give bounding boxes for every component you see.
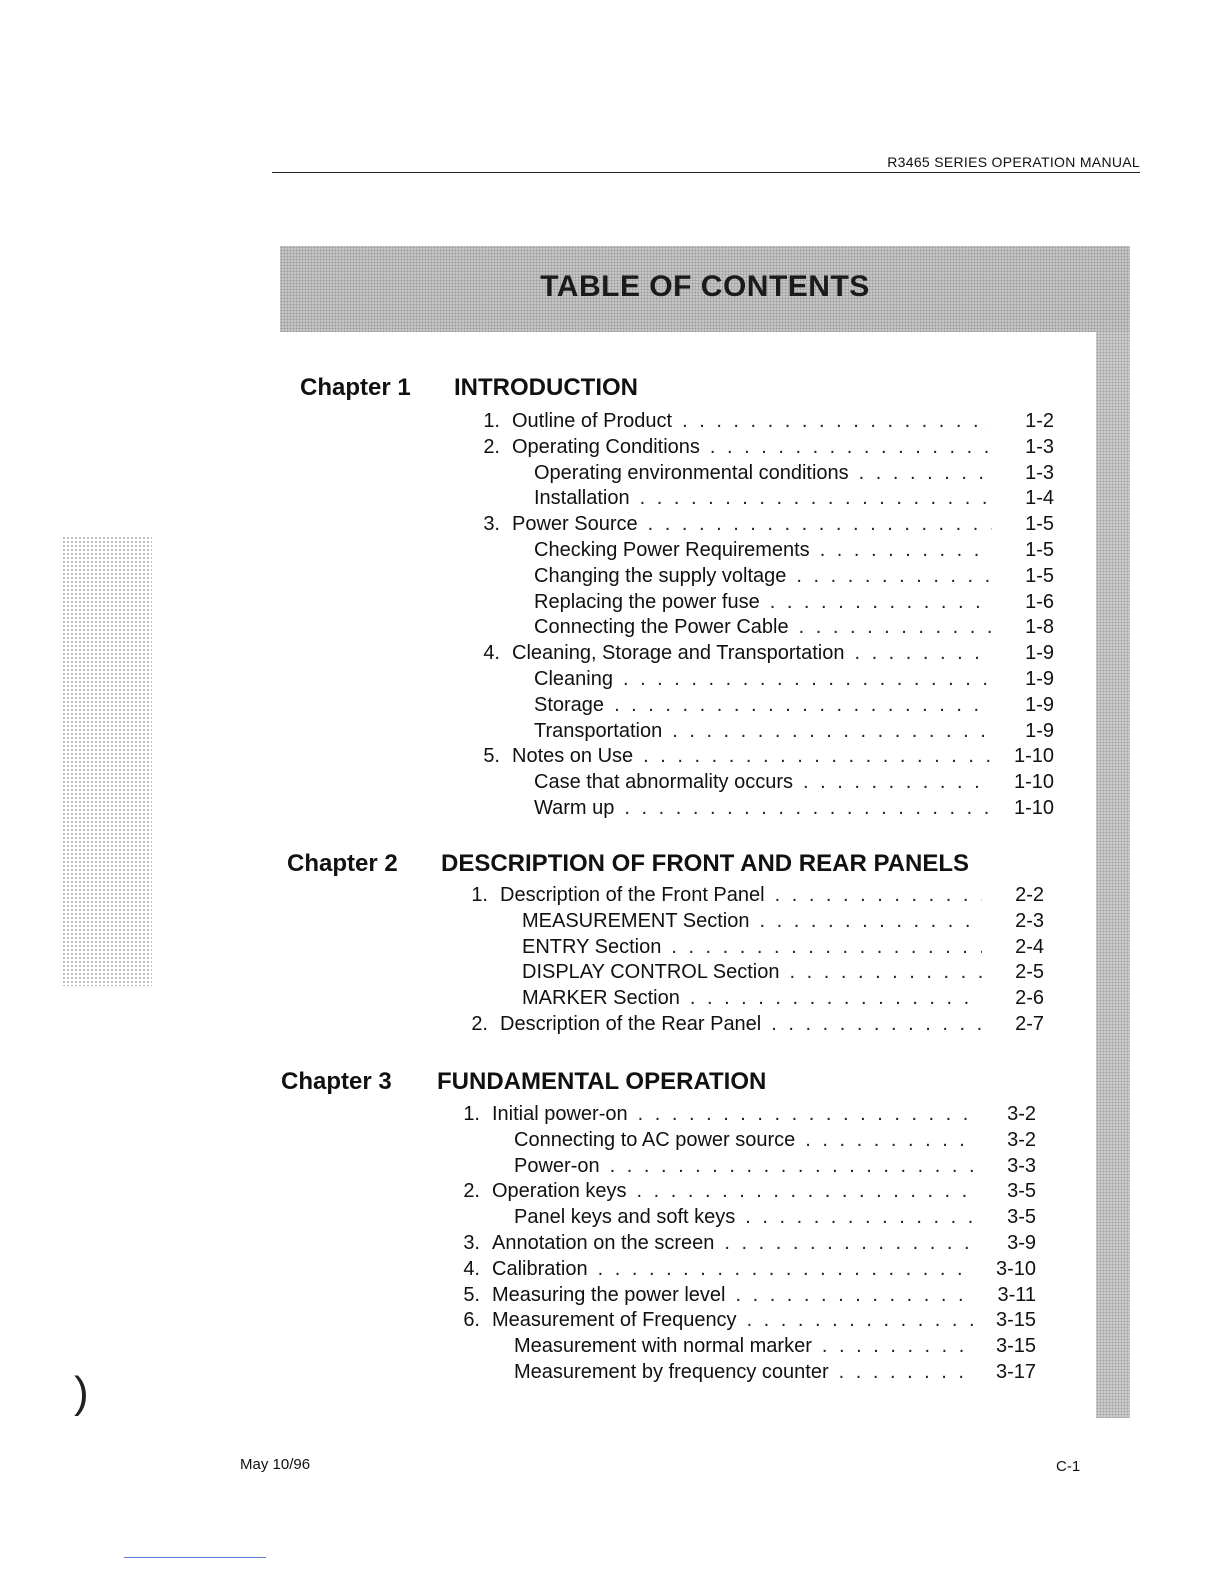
- entry-page-number: 2-3: [1015, 909, 1044, 932]
- entry-page-number: 2-7: [1015, 1013, 1044, 1035]
- entry-label: Connecting to AC power source: [514, 1128, 796, 1151]
- entry-label: Cleaning, Storage and Transportation: [512, 642, 845, 665]
- entry-label: Outline of Product: [512, 410, 673, 432]
- entry-number: 5.: [463, 1283, 480, 1306]
- page-title: TABLE OF CONTENTS: [540, 270, 870, 303]
- entry-page-number: 2-6: [1015, 987, 1044, 1010]
- toc-entry: [472, 410, 1054, 436]
- toc-entry: [452, 1258, 1036, 1284]
- dot-leader: [624, 797, 992, 820]
- entry-label: Calibration: [492, 1257, 588, 1280]
- dot-leader: [710, 436, 992, 459]
- entry-page-number: 1-5: [1025, 513, 1054, 536]
- dot-leader: [775, 884, 982, 907]
- toc-entry: [452, 1309, 1036, 1335]
- toc-entry: [482, 936, 1044, 962]
- entry-label: Notes on Use: [512, 745, 634, 768]
- toc-entry: [452, 1103, 1036, 1129]
- toc-entry: [482, 910, 1044, 936]
- entry-page-number: 1-9: [1025, 719, 1054, 742]
- entry-number: 3.: [463, 1232, 480, 1254]
- entry-page-number: 1-9: [1025, 642, 1054, 665]
- dot-leader: [799, 616, 992, 639]
- entry-page-number: 3-11: [997, 1283, 1036, 1306]
- dot-leader: [643, 745, 992, 768]
- title-band: [280, 246, 1130, 332]
- entry-page-number: 3-5: [1007, 1206, 1036, 1229]
- toc-entry: [474, 1129, 1036, 1155]
- entry-page-number: 1-10: [1013, 771, 1054, 794]
- entry-number: 2.: [483, 435, 500, 458]
- dot-leader: [690, 987, 982, 1010]
- toc-entry: [452, 1180, 1036, 1206]
- dot-leader: [770, 591, 992, 614]
- entry-number: 5.: [483, 745, 500, 768]
- chapter-title: FUNDAMENTAL OPERATION: [437, 1068, 767, 1095]
- footer-page-number: C-1: [1056, 1458, 1081, 1475]
- dot-leader: [822, 1335, 974, 1358]
- entry-number: 3.: [483, 513, 500, 536]
- entry-label: Power-on: [514, 1154, 600, 1177]
- entry-number: 2.: [463, 1180, 480, 1203]
- entry-label: Power Source: [512, 513, 638, 536]
- toc-entry: [472, 513, 1054, 539]
- dot-leader: [805, 1129, 974, 1152]
- entry-label: Description of the Rear Panel: [500, 1013, 762, 1035]
- entry-page-number: 1-2: [1025, 410, 1054, 432]
- toc-entry: [460, 884, 1044, 910]
- entry-page-number: 1-4: [1025, 487, 1054, 510]
- entry-page-number: 3-17: [995, 1361, 1036, 1383]
- toc-entry: [474, 1206, 1036, 1232]
- entry-label: Transportation: [534, 719, 663, 742]
- binding-mark: ): [74, 1368, 89, 1417]
- entry-page-number: 1-5: [1025, 539, 1054, 561]
- dot-leader: [648, 513, 992, 536]
- toc-entry: [472, 436, 1054, 462]
- entry-number: 4.: [463, 1257, 480, 1280]
- toc-entry: [474, 1155, 1036, 1181]
- entry-label: Annotation on the screen: [492, 1232, 715, 1254]
- toc-entry: [482, 987, 1044, 1013]
- entry-page-number: 2-5: [1015, 961, 1044, 984]
- toc-entry: [494, 565, 1054, 591]
- entry-number: 1.: [483, 410, 500, 432]
- entry-page-number: 1-8: [1025, 616, 1054, 639]
- entry-page-number: 1-10: [1013, 797, 1054, 819]
- entry-number: 6.: [463, 1309, 480, 1332]
- chapter-label: Chapter 1: [300, 374, 411, 401]
- scan-noise: [62, 536, 152, 986]
- entry-label: Cleaning: [534, 668, 613, 690]
- dot-leader: [745, 1206, 974, 1229]
- toc-entry: [494, 668, 1054, 694]
- entry-page-number: 3-5: [1007, 1180, 1036, 1203]
- entry-label: Operation keys: [492, 1180, 627, 1203]
- entry-number: 2.: [471, 1013, 488, 1035]
- toc-entry: [474, 1361, 1036, 1387]
- dot-leader: [859, 462, 992, 485]
- dot-leader: [771, 1013, 982, 1036]
- entry-page-number: 1-10: [1013, 745, 1054, 768]
- entry-label: Panel keys and soft keys: [514, 1206, 736, 1229]
- dot-leader: [610, 1155, 974, 1178]
- entry-page-number: 1-6: [1025, 590, 1054, 613]
- entry-label: Measurement with normal marker: [514, 1335, 812, 1358]
- chapter-label: Chapter 3: [281, 1068, 392, 1095]
- entry-label: Operating Conditions: [512, 435, 700, 458]
- entry-label: MARKER Section: [522, 987, 680, 1010]
- dot-leader: [671, 936, 982, 959]
- toc-entry: [452, 1284, 1036, 1310]
- entry-page-number: 3-3: [1007, 1154, 1036, 1177]
- toc-entry: [494, 771, 1054, 797]
- entry-page-number: 3-10: [995, 1257, 1036, 1280]
- entry-number: 1.: [471, 884, 488, 906]
- entry-label: Connecting the Power Cable: [534, 616, 789, 639]
- entry-page-number: 3-15: [995, 1309, 1036, 1332]
- entry-page-number: 3-2: [1007, 1103, 1036, 1125]
- toc-entry: [472, 745, 1054, 771]
- entry-label: ENTRY Section: [522, 935, 662, 958]
- toc-entry: [472, 642, 1054, 668]
- entry-page-number: 1-3: [1025, 461, 1054, 484]
- entry-label: Description of the Front Panel: [500, 884, 765, 906]
- toc-entry: [494, 462, 1054, 488]
- toc-entry: [494, 694, 1054, 720]
- entry-label: Measurement by frequency counter: [514, 1361, 829, 1383]
- dot-leader: [735, 1284, 974, 1307]
- dot-leader: [614, 694, 992, 717]
- entry-page-number: 2-4: [1015, 935, 1044, 958]
- dot-leader: [839, 1361, 974, 1384]
- dot-leader: [623, 668, 992, 691]
- entry-label: MEASUREMENT Section: [522, 909, 750, 932]
- dot-leader: [759, 910, 982, 933]
- entry-label: Storage: [534, 693, 605, 716]
- dot-leader: [803, 771, 992, 794]
- toc-entry: [460, 1013, 1044, 1039]
- shaded-side-band: [1096, 246, 1130, 1418]
- chapter-title: INTRODUCTION: [454, 374, 638, 401]
- entry-label: Measurement of Frequency: [492, 1309, 737, 1332]
- dot-leader: [854, 642, 992, 665]
- entry-number: 4.: [483, 642, 500, 665]
- blue-underline-mark: [124, 1557, 266, 1558]
- dot-leader: [638, 1103, 974, 1126]
- entry-page-number: 1-9: [1025, 693, 1054, 716]
- toc-entry: [474, 1335, 1036, 1361]
- dot-leader: [747, 1309, 974, 1332]
- dot-leader: [790, 961, 983, 984]
- dot-leader: [598, 1258, 974, 1281]
- entry-label: Case that abnormality occurs: [534, 771, 794, 794]
- dot-leader: [820, 539, 992, 562]
- entry-label: Replacing the power fuse: [534, 590, 760, 613]
- entry-label: Warm up: [534, 797, 615, 819]
- chapter-title: DESCRIPTION OF FRONT AND REAR PANELS: [441, 850, 970, 877]
- entry-page-number: 3-2: [1007, 1128, 1036, 1151]
- toc-entry: [494, 539, 1054, 565]
- toc-entry: [494, 591, 1054, 617]
- entry-label: Checking Power Requirements: [534, 539, 810, 561]
- dot-leader: [724, 1232, 974, 1255]
- dot-leader: [796, 565, 992, 588]
- toc-entry: [452, 1232, 1036, 1258]
- toc-entry: [482, 961, 1044, 987]
- entry-page-number: 1-9: [1025, 668, 1054, 690]
- dot-leader: [640, 487, 992, 510]
- entry-label: Changing the supply voltage: [534, 564, 787, 587]
- toc-entry: [494, 720, 1054, 746]
- entry-page-number: 1-3: [1025, 435, 1054, 458]
- toc-entry: [494, 616, 1054, 642]
- entry-page-number: 3-15: [995, 1335, 1036, 1358]
- footer-date: May 10/96: [240, 1456, 311, 1473]
- entry-number: 1.: [463, 1103, 480, 1125]
- entry-label: Installation: [534, 487, 630, 510]
- chapter-label: Chapter 2: [287, 850, 398, 877]
- toc-entry: [494, 487, 1054, 513]
- entry-label: Measuring the power level: [492, 1283, 726, 1306]
- dot-leader: [637, 1180, 974, 1203]
- entry-page-number: 1-5: [1025, 564, 1054, 587]
- entry-page-number: 2-2: [1015, 884, 1044, 906]
- entry-label: DISPLAY CONTROL Section: [522, 961, 780, 984]
- entry-label: Operating environmental conditions: [534, 461, 849, 484]
- page-header: [272, 146, 1140, 173]
- dot-leader: [672, 720, 992, 743]
- dot-leader: [682, 410, 992, 433]
- entry-page-number: 3-9: [1007, 1232, 1036, 1254]
- manual-title: R3465 SERIES OPERATION MANUAL: [887, 154, 1140, 170]
- toc-entry: [494, 797, 1054, 823]
- entry-label: Initial power-on: [492, 1103, 628, 1125]
